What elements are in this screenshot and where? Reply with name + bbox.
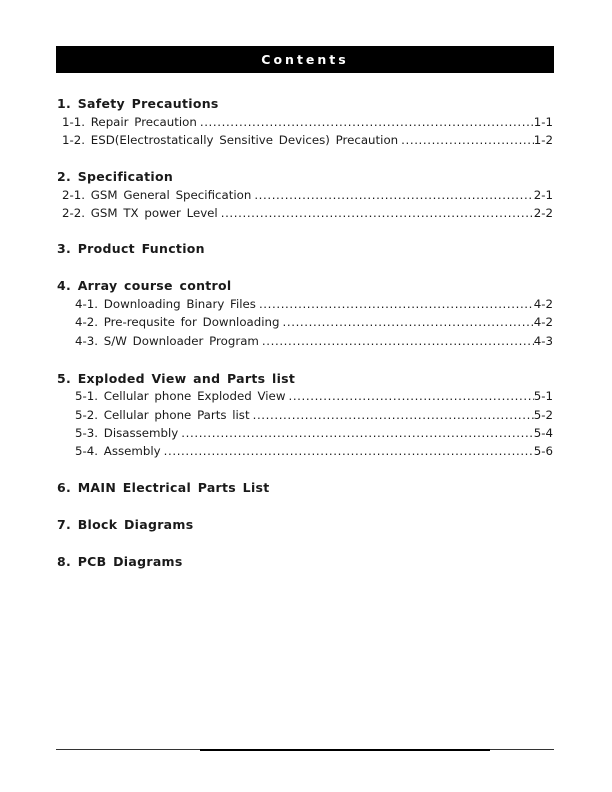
toc-entry-page: 4-2 [533,297,553,311]
toc-entry-label: 4-1. Downloading Binary Files [75,297,256,311]
toc-entry-page: 2-2 [533,206,553,220]
dot-leader [285,389,533,403]
toc-entry[interactable] [75,389,553,403]
toc-entry[interactable] [62,188,553,202]
toc-entry-page: 4-3 [533,334,553,348]
section-title: 3. Product Function [57,241,205,256]
toc-entry-page: 1-2 [533,133,553,147]
toc-entry[interactable] [75,315,553,329]
dot-leader [259,334,534,348]
toc-entry-page: 1-1 [533,115,553,129]
section-title: 4. Array course control [57,278,232,293]
dot-leader [250,408,534,422]
toc-entry[interactable] [62,115,553,129]
toc-entry-label: 1-1. Repair Precaution [62,115,197,129]
toc-entry[interactable] [62,206,553,220]
footer-rule-accent [200,749,490,751]
toc-entry[interactable] [75,408,553,422]
toc-entry-page: 5-6 [533,444,553,458]
toc-entry-page: 4-2 [533,315,553,329]
toc-entry-page: 2-1 [533,188,553,202]
toc-entry-label: 5-1. Cellular phone Exploded View [75,389,286,403]
dot-leader [161,444,534,458]
toc-entry-label: 2-2. GSM TX power Level [62,206,218,220]
toc-entry[interactable] [62,133,553,147]
dot-leader [280,315,534,329]
section-title: 5. Exploded View and Parts list [57,371,296,386]
toc-entry-label: 4-3. S/W Downloader Program [75,334,259,348]
dot-leader [398,133,534,147]
section-title: 1. Safety Precautions [57,96,219,111]
toc-entry-label: 2-1. GSM General Specification [62,188,252,202]
toc-entry[interactable] [75,444,553,458]
toc-entry-label: 4-2. Pre-requsite for Downloading [75,315,280,329]
section-title: 8. PCB Diagrams [57,554,183,569]
toc-entry-label: 5-4. Assembly [75,444,161,458]
toc-entry-label: 1-2. ESD(Electrostatically Sensitive Devices) Precaution [62,133,399,147]
dot-leader [251,188,533,202]
toc-entry-page: 5-2 [533,408,553,422]
toc-entry[interactable] [75,297,553,311]
toc-entry-page: 5-4 [533,426,553,440]
toc-entry-page: 5-1 [533,389,553,403]
section-title: 2. Specification [57,169,174,184]
dot-leader [178,426,533,440]
toc-entry-label: 5-2. Cellular phone Parts list [75,408,250,422]
toc-entry[interactable] [75,334,553,348]
toc-entry-label: 5-3. Disassembly [75,426,179,440]
section-title: 7. Block Diagrams [57,517,194,532]
dot-leader [197,115,534,129]
contents-title: Contents [261,52,349,67]
dot-leader [256,297,534,311]
section-title: 6. MAIN Electrical Parts List [57,480,270,495]
dot-leader [218,206,534,220]
toc-entry[interactable] [75,426,553,440]
